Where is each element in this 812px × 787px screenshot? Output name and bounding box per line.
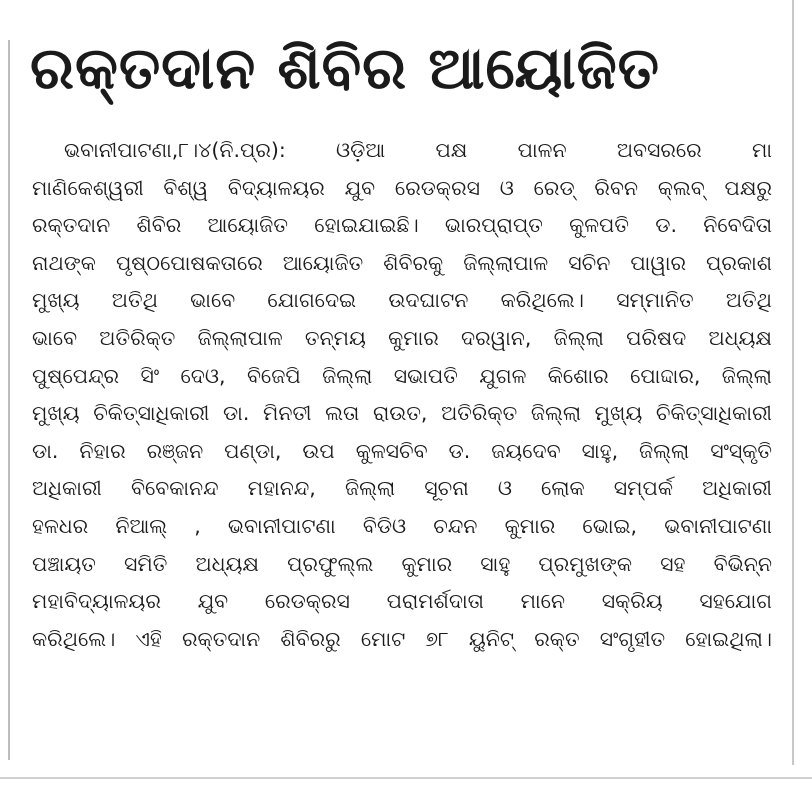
column-rule-left (8, 40, 10, 760)
article-line: ମୁଖ୍ୟ ଅତିଥି ଭାବେ ଯୋଗଦେଇ ଉଦଘାଟନ କରିଥିଲେ। ସମ୍ମାନିତ ଅତିଥି (32, 288, 772, 313)
article-line: ମୁଖ୍ୟ ଚିକିତ୍ସାଧିକାରୀ ଡା. ମିନତୀ ଲତା ରାଉତ, ଅତିରିକ୍ତ ଜିଲ୍ଲା ମୁଖ୍ୟ ଚିକିତ୍ସାଧିକାରୀ (32, 401, 772, 426)
article-line: ଡା. ନିହାର ରଞ୍ଜନ ପଣ୍ଡା, ଉପ କୁଳସଚିବ ଡ. ଜୟଦେବ ସାହୁ, ଜିଲ୍ଲା ସଂସ୍କୃତି (32, 438, 772, 463)
article-headline: ରକ୍ତଦାନ ଶିବିର ଆୟୋଜିତ (30, 34, 661, 102)
article-line: ପଞ୍ଚାୟତ ସମିତି ଅଧ୍ୟକ୍ଷ ପ୍ରଫୁଲ୍ଲ କୁମାର ସାହୁ ପ୍ରମୁଖଙ୍କ ସହ ବିଭିନ୍ନ (32, 551, 772, 576)
article-line: ପୁଷ୍ପେନ୍ଦ୍ର ସିଂ ଦେଓ, ବିଜେପି ଜିଲ୍ଲା ସଭାପତି ଯୁଗଳ କିଶୋର ପୋଦ୍ଦାର, ଜିଲ୍ଲା (32, 363, 772, 388)
column-rule-right (792, 0, 794, 765)
article-line: ରକ୍ତଦାନ ଶିବିର ଆୟୋଜିତ ହୋଇଯାଇଛି। ଭାରପ୍ରାପ୍ତ କୁଳପତି ଡ. ନିବେଦିତା (32, 213, 772, 238)
article-line: ନାଥଙ୍କ ପୃଷ୍ଠପୋଷକତାରେ ଆୟୋଜିତ ଶିବିରକୁ ଜିଲ୍ଲାପାଳ ସଚିନ ପାୱାର ପ୍ରକାଶ (32, 250, 772, 275)
article-line: ମହାବିଦ୍ୟାଳୟର ଯୁବ ରେଡକ୍ରସ ପରାମର୍ଶଦାତା ମାନେ ସକ୍ରିୟ ସହଯୋଗ (32, 589, 772, 614)
article-line: ହଳଧର ନିଆଲ୍ , ଭବାନୀପାଟଣା ବିଡିଓ ଚନ୍ଦନ କୁମାର ଭୋଇ, ଭବାନୀପାଟଣା (32, 513, 772, 538)
article-line: ଭାବେ ଅତିରିକ୍ତ ଜିଲ୍ଲାପାଳ ତନ୍ମୟ କୁମାର ଦରୱାନ, ଜିଲ୍ଲା ପରିଷଦ ଅଧ୍ୟକ୍ଷ (32, 325, 772, 350)
article-line: ଭବାନୀପାଟଣା,୮।୪(ନି.ପ୍ର): ଓଡ଼ିଆ ପକ୍ଷ ପାଳନ ଅବସରରେ ମା (64, 138, 772, 162)
article-line: ମାଣିକେଶ୍ୱରୀ ବିଶ୍ୱ ବିଦ୍ୟାଳୟର ଯୁବ ରେଡକ୍ରସ ଓ ରେଡ୍ ରିବନ କ୍ଲବ୍ ପକ୍ଷରୁ (32, 175, 772, 200)
article-line: କରିଥିଲେ। ଏହି ରକ୍ତଦାନ ଶିବିରରୁ ମୋଟ ୭୮ ୟୁନିଟ୍ ରକ୍ତ ସଂଗୃହୀତ ହୋଇଥିଲା। (32, 626, 772, 651)
page-rule-bottom (0, 777, 812, 779)
article-line: ଅଧିକାରୀ ବିବେକାନନ୍ଦ ମହାନନ୍ଦ, ଜିଲ୍ଲା ସୂଚନା ଓ ଲୋକ ସମ୍ପର୍କ ଅଧିକାରୀ (32, 476, 772, 501)
article-body (32, 132, 772, 658)
